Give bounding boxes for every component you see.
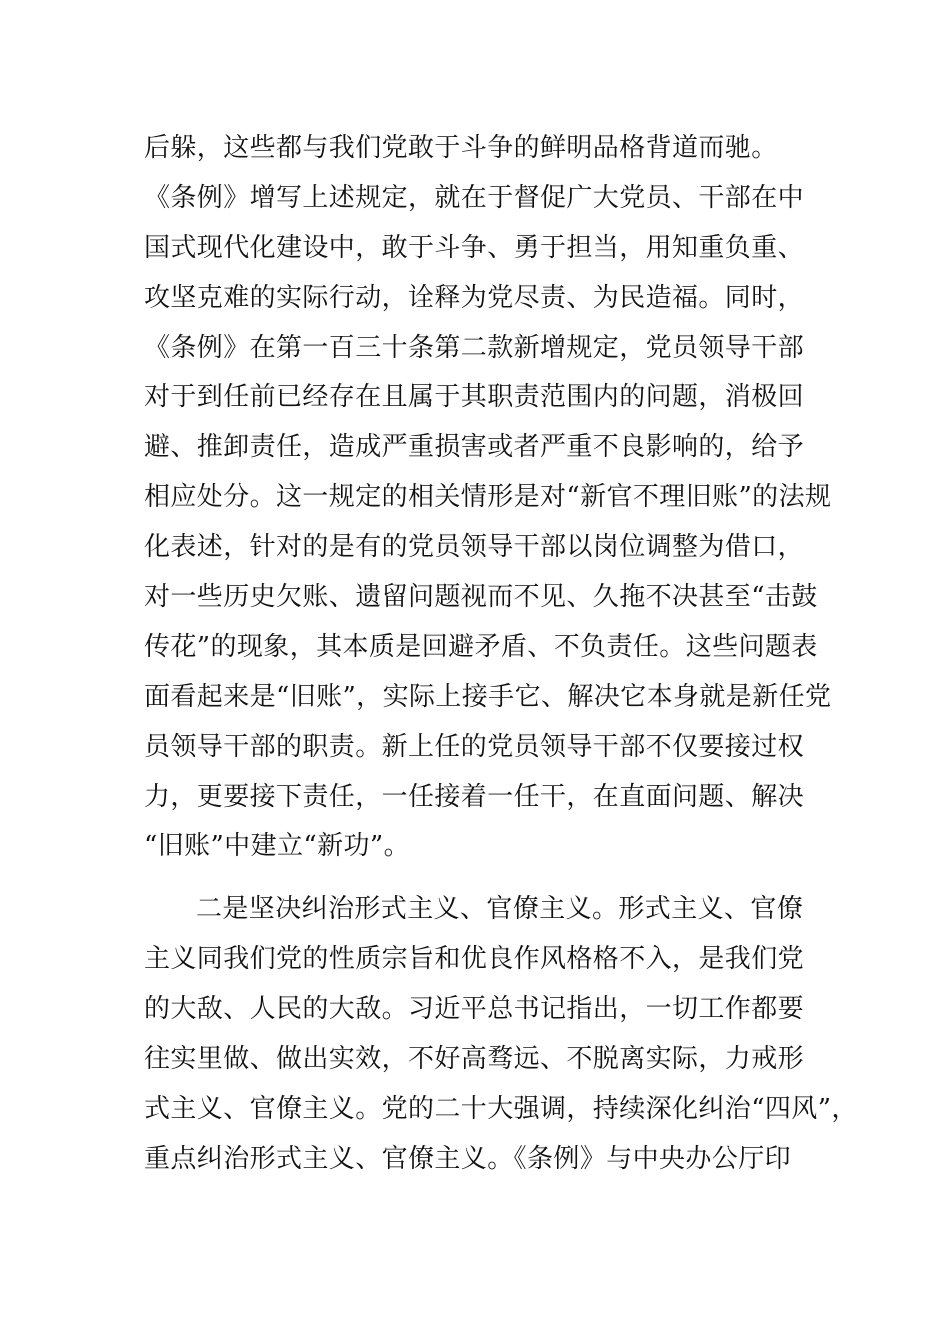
text-line: 力，更要接下责任，一任接着一任干，在直面问题、解决 bbox=[144, 781, 805, 812]
text-line: 相应处分。这一规定的相关情形是对“新官不理旧账”的法规 bbox=[144, 482, 832, 513]
paragraph-2 bbox=[144, 885, 858, 1184]
text-line: 《条例》增写上述规定，就在于督促广大党员、干部在中 bbox=[144, 182, 805, 213]
text-line: 对于到任前已经存在且属于其职责范围内的问题，消极回 bbox=[144, 382, 805, 413]
paragraph-spacer bbox=[144, 872, 844, 885]
text-line: 对一些历史欠账、遗留问题视而不见、久拖不决甚至“击鼓 bbox=[144, 582, 818, 613]
text-line: 重点纠治形式主义、官僚主义。《条例》与中央办公厅印 bbox=[144, 1143, 792, 1174]
text-line: 面看起来是“旧账”，实际上接手它、解决它本身就是新任党 bbox=[144, 681, 832, 712]
text-line: 二是坚决纠治形式主义、官僚主义。形式主义、官僚 bbox=[196, 894, 804, 925]
paragraph-1 bbox=[144, 124, 844, 872]
text-line: 往实里做、做出实效，不好高骛远、不脱离实际，力戒形 bbox=[144, 1044, 805, 1075]
text-line: 员领导干部的职责。新上任的党员领导干部不仅要接过权 bbox=[144, 731, 805, 762]
text-line: 攻坚克难的实际行动，诠释为党尽责、为民造福。同时， bbox=[144, 282, 805, 313]
text-line: 国式现代化建设中，敢于斗争、勇于担当，用知重负重、 bbox=[144, 232, 805, 263]
body-text bbox=[144, 124, 858, 1185]
text-line: 主义同我们党的性质宗旨和优良作风格格不入，是我们党 bbox=[144, 944, 805, 975]
text-line: 的大敌、人民的大敌。习近平总书记指出，一切工作都要 bbox=[144, 994, 805, 1025]
text-line: 后躲，这些都与我们党敢于斗争的鲜明品格背道而驰。 bbox=[144, 133, 778, 163]
text-line: 《条例》在第一百三十条第二款新增规定，党员领导干部 bbox=[144, 332, 805, 363]
text-line: 化表述，针对的是有的党员领导干部以岗位调整为借口， bbox=[144, 532, 805, 563]
text-line: 式主义、官僚主义。党的二十大强调，持续深化纠治“四风”， bbox=[144, 1093, 858, 1124]
text-line: 传花”的现象，其本质是回避矛盾、不负责任。这些问题表 bbox=[144, 631, 818, 662]
text-line: “旧账”中建立“新功”。 bbox=[144, 831, 410, 862]
text-line: 避、推卸责任，造成严重损害或者严重不良影响的，给予 bbox=[144, 432, 805, 463]
